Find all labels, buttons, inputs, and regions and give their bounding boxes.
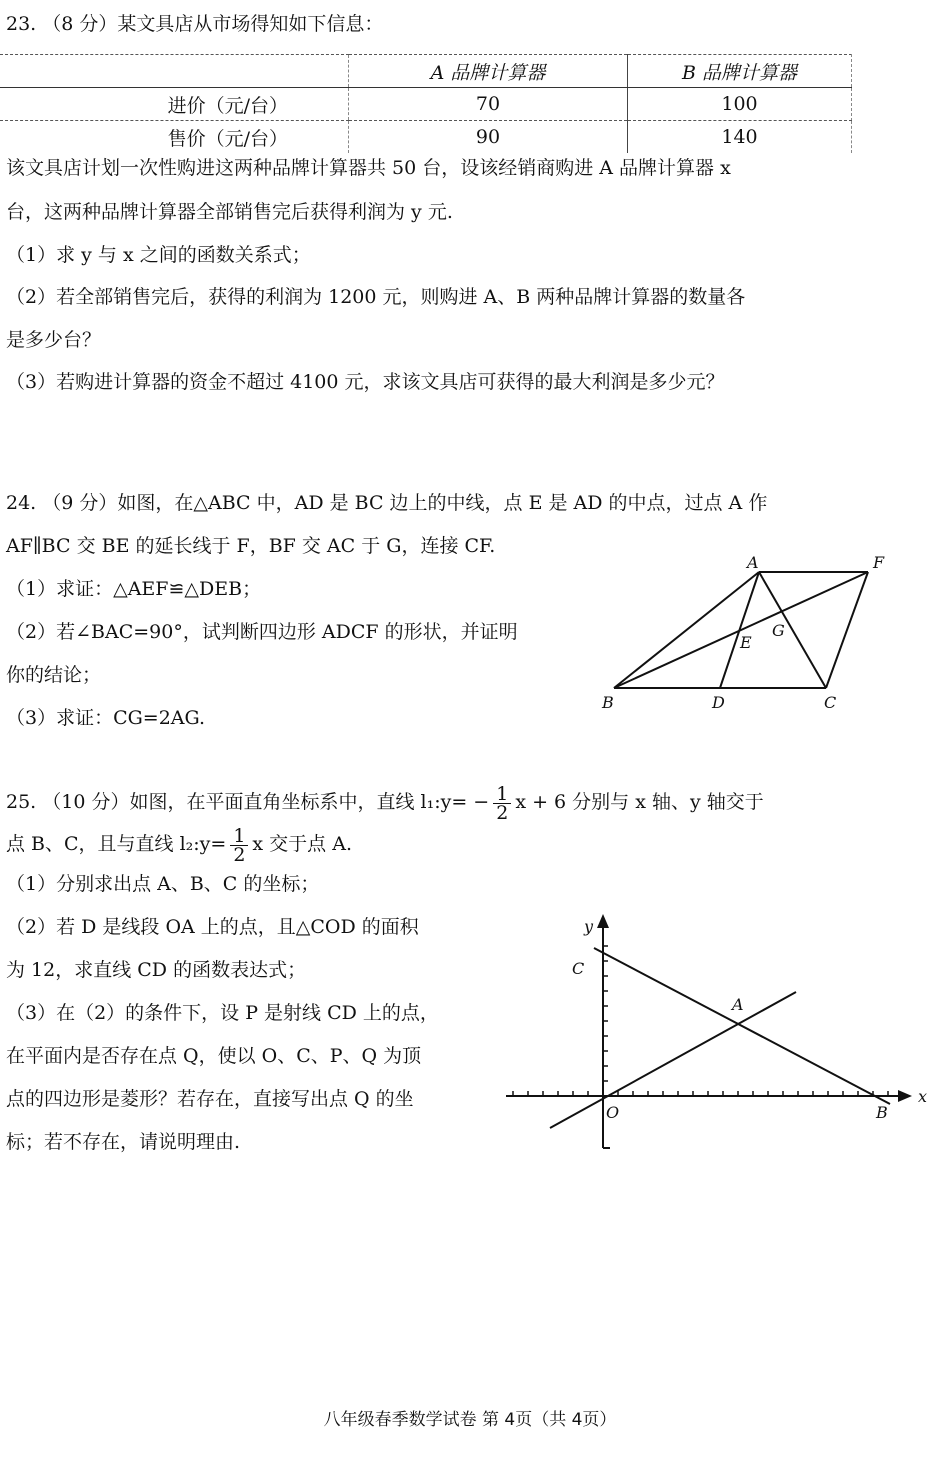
q25-part3d: 标；若不存在，请说明理由. <box>6 1131 241 1153</box>
label-F: F <box>873 553 885 572</box>
table-cell: 90 <box>349 121 628 154</box>
q25-part1: （1）分别求出点 A、B、C 的坐标； <box>6 873 320 895</box>
table-cell: 70 <box>349 88 628 121</box>
q23-part2a: （2）若全部销售完后，获得的利润为 1200 元，则购进 A、B 两种品牌计算器的数量各 <box>6 286 746 308</box>
x-axis-arrow <box>898 1090 912 1102</box>
label-G: G <box>772 621 785 640</box>
fraction-numerator: 1 <box>493 785 511 804</box>
label-D: D <box>712 693 725 712</box>
segment-BF <box>614 572 868 688</box>
q23-part2b: 是多少台？ <box>6 329 102 351</box>
q24-line2: AF∥BC 交 BE 的延长线于 F，BF 交 AC 于 G，连接 CF. <box>6 535 496 557</box>
line-l1 <box>594 948 890 1104</box>
segment-AC <box>759 572 826 688</box>
fraction-denominator: 2 <box>233 843 246 866</box>
q24-part1: （1）求证：△AEF≌△DEB； <box>6 578 262 600</box>
label-A: A <box>747 553 759 572</box>
q23-part3: （3）若购进计算器的资金不超过 4100 元，求该文具店可获得的最大利润是多少元？ <box>6 371 725 393</box>
q25-part2a: （2）若 D 是线段 OA 上的点，且△COD 的面积 <box>6 916 419 938</box>
table-cell: 售价（元/台） <box>167 127 288 150</box>
q24-line1: 24. （9 分）如图，在△ABC 中，AD 是 BC 边上的中线，点 E 是 AD 的中点，过点 A 作 <box>6 492 768 514</box>
q25-part3a: （3）在（2）的条件下，设 P 是射线 CD 上的点， <box>6 1002 439 1024</box>
q23-title: 23. （8 分）某文具店从市场得知如下信息： <box>6 13 384 35</box>
q25-part3b: 在平面内是否存在点 Q，使以 O、C、P、Q 为顶 <box>6 1045 422 1067</box>
q24-part2b: 你的结论； <box>6 664 102 686</box>
q25-line2-pre: 点 B、C，且与直线 l₂:y= <box>6 833 227 855</box>
q24-part3: （3）求证：CG=2AG. <box>6 707 206 729</box>
label-A: A <box>732 995 744 1014</box>
q25-line1 <box>6 780 764 824</box>
table-header-cell <box>0 55 349 88</box>
fraction <box>230 824 248 866</box>
table-cell: 100 <box>628 88 852 121</box>
table-row <box>0 88 852 121</box>
fraction-denominator: 2 <box>496 801 509 824</box>
table-row <box>0 121 852 154</box>
label-C: C <box>824 693 837 712</box>
fraction <box>493 782 511 824</box>
q25-part3c: 点的四边形是菱形？若存在，直接写出点 Q 的坐 <box>6 1088 414 1110</box>
q25-part2b: 为 12，求直线 CD 的函数表达式； <box>6 959 307 981</box>
fraction-numerator: 1 <box>230 827 248 846</box>
label-O: O <box>606 1103 620 1122</box>
label-B: B <box>876 1103 888 1122</box>
q23-text2: 台，这两种品牌计算器全部销售完后获得利润为 y 元. <box>6 201 453 223</box>
segment-AB <box>614 572 759 688</box>
q25-line1-post: x + 6 分别与 x 轴、y 轴交于 <box>515 791 764 813</box>
label-E: E <box>740 633 752 652</box>
label-x: x <box>918 1087 928 1106</box>
triangle-figure <box>590 550 910 720</box>
line-l2 <box>550 992 796 1128</box>
price-table <box>0 54 852 153</box>
label-B: B <box>602 693 614 712</box>
table-header-row <box>0 55 852 88</box>
q23-part1: （1）求 y 与 x 之间的函数关系式； <box>6 244 311 266</box>
table-header-cell: B 品牌计算器 <box>628 55 852 88</box>
page-footer: 八年级春季数学试卷 第 4页（共 4页） <box>323 1410 617 1430</box>
table-cell: 进价（元/台） <box>0 88 349 121</box>
label-y: y <box>584 917 594 936</box>
label-C: C <box>572 959 585 978</box>
coordinate-figure <box>498 910 938 1160</box>
q25-line2 <box>6 822 352 866</box>
q23-text1: 该文具店计划一次性购进这两种品牌计算器共 50 台，设该经销商购进 A 品牌计算器 x <box>6 157 731 179</box>
table-cell: 140 <box>628 121 852 154</box>
q24-part2a: （2）若∠BAC=90°，试判断四边形 ADCF 的形状，并证明 <box>6 621 518 643</box>
y-axis-arrow <box>597 914 609 928</box>
table-header-cell: A 品牌计算器 <box>349 55 628 88</box>
q25-line2-post: x 交于点 A. <box>252 833 352 855</box>
q25-line1-pre: 25. （10 分）如图，在平面直角坐标系中，直线 l₁:y= − <box>6 791 490 813</box>
